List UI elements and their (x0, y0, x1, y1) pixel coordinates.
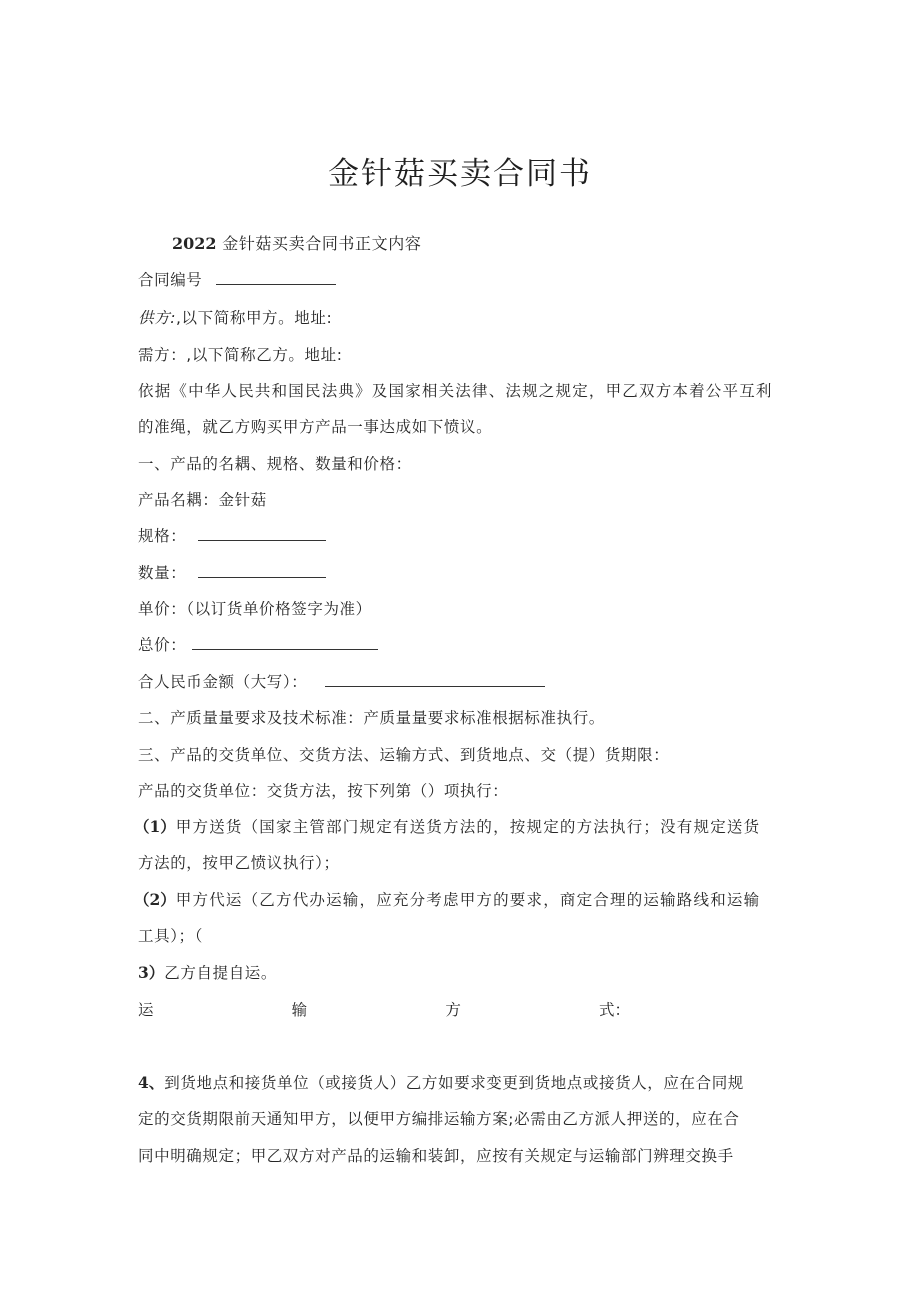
rmb-amount-blank (325, 672, 545, 687)
seller-text: ,以下简称甲方。地址: (176, 309, 333, 327)
transport-char-3: 方 (445, 1001, 461, 1019)
intro-line-1: 依据《中华人民共和国民法典》及国家相关法律、法规之规定，甲乙双方本着公平互利 (138, 382, 773, 400)
option-1-line-1 (134, 817, 760, 837)
option-1-line-2: 方法的，按甲乙愤议执行）； (138, 854, 340, 872)
total-price-line (138, 635, 378, 655)
transport-char-2: 输 (291, 1001, 308, 1019)
item-4-line-2: 定的交货期限前天通知甲方，以便甲方编排运输方案;必需由乙方派人押送的，应在合 (138, 1110, 740, 1128)
item-4-number: 4、 (138, 1073, 165, 1092)
item-4-text-1: 到货地点和接货单位（或接货人）乙方如要求变更到货地点或接货人，应在合同规 (164, 1074, 744, 1092)
option-2-number: （2） (134, 890, 176, 909)
option-2-text-1: 甲方代运（乙方代办运输，应充分考虑甲方的要求，商定合理的运输路线和运输 (175, 891, 761, 909)
transport-char-4: 式： (598, 1001, 630, 1019)
delivery-method-line: 产品的交货单位：交货方法，按下列第（）项执行： (138, 782, 509, 800)
option-3-line (138, 963, 277, 983)
contract-number-blank (216, 270, 336, 285)
quantity-line (138, 563, 326, 583)
quantity-label: 数量： (138, 564, 187, 582)
item-4-line-1 (138, 1073, 744, 1093)
spec-line (138, 526, 326, 546)
seller-line (138, 308, 332, 328)
contract-number-line (138, 270, 336, 290)
rmb-amount-label: 合人民币金额（大写）： (138, 673, 308, 691)
buyer-line: 需方：,以下简称乙方。地址: (138, 346, 343, 364)
intro-line-2: 的准绳，就乙方购买甲方产品一事达成如下愤议。 (138, 418, 493, 436)
option-3-text: 乙方自提自运。 (164, 964, 277, 982)
unit-price-line: 单价：（以订货单价格签字为准） (138, 600, 372, 618)
transport-char-1: 运 (138, 1001, 154, 1019)
rmb-amount-line (138, 672, 545, 692)
section-2-heading: 二、产质量量要求及技术标准：产质量量要求标准根据标准执行。 (138, 709, 605, 727)
option-1-text-1: 甲方送货（国家主管部门规定有送货方法的，按规定的方法执行；没有规定送货 (175, 818, 761, 836)
section-3-heading: 三、产品的交货单位、交货方法、运输方式、到货地点、交（提）货期限： (138, 746, 670, 764)
option-1-number: （1） (134, 817, 176, 836)
quantity-blank (198, 563, 326, 578)
item-4-line-3: 同中明确规定；甲乙双方对产品的运输和装卸，应按有关规定与运输部门辨理交换手 (138, 1147, 734, 1165)
seller-label: 供方: (138, 309, 177, 327)
subtitle-text: 金针菇买卖合同书正文内容 (222, 234, 422, 253)
section-1-heading: 一、产品的名耦、规格、数量和价格： (138, 455, 412, 473)
transport-method-line (138, 1000, 630, 1020)
subtitle-line (172, 234, 421, 254)
spec-blank (198, 526, 326, 541)
contract-number-label: 合同编号 (138, 271, 203, 289)
subtitle-year: 2022 (172, 234, 217, 253)
product-name-line: 产品名耦：金针菇 (138, 491, 267, 509)
document-title: 金针菇买卖合同书 (328, 156, 592, 192)
option-3-number: 3） (138, 963, 165, 982)
spec-label: 规格： (138, 527, 187, 545)
total-price-blank (192, 635, 378, 650)
option-2-line-2: 工具）；（ (138, 927, 204, 945)
option-2-line-1 (134, 890, 760, 910)
total-price-label: 总价： (138, 636, 187, 654)
